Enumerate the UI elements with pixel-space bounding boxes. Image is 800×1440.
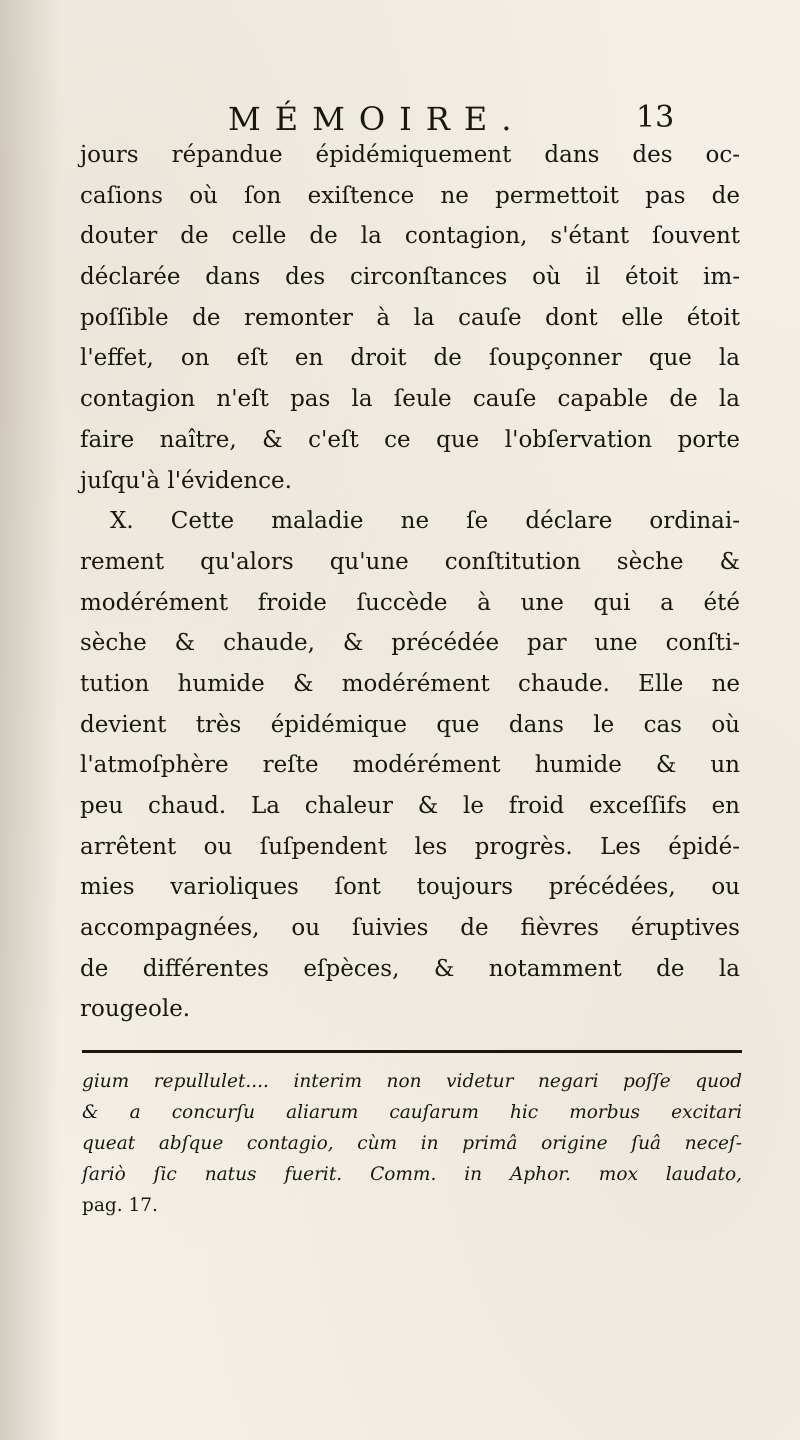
text-line: juſqu'à l'évidence. <box>80 467 292 494</box>
text-line: contagion n'eſt pas la ſeule cauſe capable de la <box>80 386 740 413</box>
text-line: arrêtent ou ſuſpendent les progrès. Les épidé- <box>80 833 740 860</box>
text-line: mies varioliques ſont toujours précédées, ou <box>80 874 740 901</box>
text-line: poſſible de remonter à la cauſe dont elle étoit <box>80 304 740 331</box>
text-line: tution humide & modérément chaude. Elle ne <box>80 670 740 697</box>
page-number: 13 <box>636 100 675 135</box>
footnote <box>82 1066 742 1221</box>
text-line: de différentes eſpèces, & notamment de la <box>80 955 740 982</box>
text-line: modérément froide ſuccède à une qui a été <box>80 589 740 616</box>
footnote-line: queat abſque contagio, cùm in primâ origine ſuâ neceſ- <box>82 1133 742 1154</box>
text-line: sèche & chaude, & précédée par une conſti- <box>80 630 740 657</box>
footnote-line: & a concurſu aliarum cauſarum hic morbus excitari <box>82 1102 742 1123</box>
text-line: déclarée dans des circonſtances où il étoit im- <box>80 264 740 291</box>
page-gutter-shadow <box>0 0 60 1440</box>
text-line: devient très épidémique que dans le cas où <box>80 711 740 738</box>
text-line: faire naître, & c'eſt ce que l'obſervation porte <box>80 426 740 453</box>
text-line: rougeole. <box>80 996 191 1023</box>
footnote-rule <box>82 1050 742 1053</box>
text-line: accompagnées, ou ſuivies de fièvres éruptives <box>80 915 740 942</box>
text-line: l'effet, on eſt en droit de ſoupçonner que la <box>80 345 740 372</box>
footnote-line: ſariò ſic natus fuerit. Comm. in Aphor. mox laudato, <box>82 1164 742 1185</box>
text-line: jours répandue épidémiquement dans des oc- <box>80 142 740 168</box>
body-text <box>80 135 740 1030</box>
footnote-line: pag. 17. <box>82 1195 158 1216</box>
text-line: douter de celle de la contagion, s'étant ſouvent <box>80 223 740 250</box>
footnote-line: gium repullulet.... interim non videtur negari poſſe quod <box>82 1071 742 1092</box>
running-title: MÉMOIRE. <box>228 100 526 138</box>
text-line: caſions où ſon exiſtence ne permettoit pas de <box>80 182 740 209</box>
page-header <box>0 100 800 140</box>
text-line: l'atmoſphère reſte modérément humide & un <box>80 752 740 779</box>
text-line: peu chaud. La chaleur & le froid exceſſifs en <box>80 793 740 819</box>
text-line: X. Cette maladie ne ſe déclare ordinai- <box>110 508 740 535</box>
text-line: rement qu'alors qu'une conſtitution sèche & <box>80 548 740 575</box>
